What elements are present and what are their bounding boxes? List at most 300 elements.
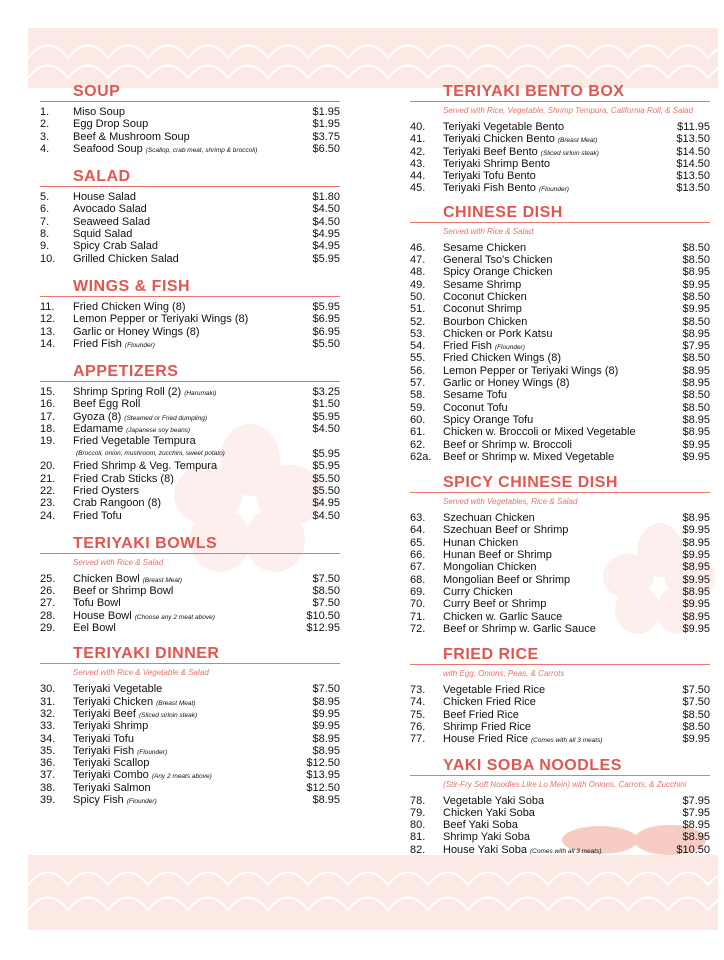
item-note: (Flounder) — [494, 344, 525, 352]
item-name: Hunan Chicken — [443, 536, 519, 549]
section-title: TERIYAKI DINNER — [40, 644, 340, 664]
item-name-wrap — [73, 497, 300, 509]
section-title: WINGS & FISH — [40, 277, 340, 297]
item-number: 46. — [410, 241, 426, 254]
item-note: (Japanese soy beans) — [126, 427, 191, 435]
item-number: 1. — [40, 106, 50, 118]
item-note: (Flounder) — [124, 341, 155, 349]
item-name: Chicken w. Garlic Sauce — [443, 610, 563, 623]
item-name: Teriyaki Combo — [73, 769, 149, 782]
item-number: 70. — [410, 598, 426, 611]
item-price: $5.95 — [312, 447, 340, 460]
item-name-wrap — [73, 485, 300, 497]
item-name: Spicy Orange Tofu — [443, 413, 534, 426]
section-title: TERIYAKI BOWLS — [40, 534, 340, 554]
item-name: Spicy Orange Chicken — [443, 266, 553, 279]
item-name: Szechuan Chicken — [443, 512, 535, 525]
item-price: $9.95 — [682, 622, 710, 635]
item-price: $1.95 — [312, 118, 340, 131]
item-name: Sesame Tofu — [443, 389, 508, 402]
menu-item — [410, 733, 710, 745]
item-number: 56. — [410, 364, 426, 377]
item-number: 3. — [40, 130, 50, 143]
item-price: $6.95 — [312, 313, 340, 326]
item-number: 33. — [40, 720, 56, 733]
item-name: Spicy Crab Salad — [73, 240, 158, 253]
item-price: $8.50 — [682, 401, 710, 414]
item-name-wrap — [443, 266, 670, 278]
menu-item — [40, 720, 340, 732]
item-name: Beef or Shrimp Bowl — [73, 585, 174, 598]
item-number: 45. — [410, 182, 426, 195]
item-name: Vegetable Fried Rice — [443, 684, 546, 697]
item-number: 27. — [40, 597, 56, 610]
menu-item — [40, 398, 340, 410]
menu-item — [410, 623, 710, 635]
item-number: 14. — [40, 337, 56, 350]
item-price: $8.95 — [682, 377, 710, 390]
menu-section — [410, 645, 710, 745]
item-name-wrap — [443, 611, 670, 623]
item-number: 76. — [410, 720, 426, 733]
item-number: 64. — [410, 524, 426, 537]
item-number: 69. — [410, 585, 426, 598]
item-price: $8.95 — [682, 561, 710, 574]
menu-item — [410, 340, 710, 352]
menu-item — [410, 242, 710, 254]
item-price: $8.50 — [682, 315, 710, 328]
item-number: 48. — [410, 266, 426, 279]
item-number: 66. — [410, 549, 426, 562]
item-number: 20. — [40, 460, 56, 473]
item-name-wrap — [73, 106, 300, 118]
item-number: 78. — [410, 794, 426, 807]
item-name-wrap — [443, 439, 670, 451]
item-name: Lemon Pepper or Teriyaki Wings (8) — [443, 364, 619, 377]
item-number: 28. — [40, 609, 56, 622]
item-name-wrap — [443, 451, 670, 463]
item-number: 8. — [40, 228, 50, 241]
menu-item — [40, 253, 340, 265]
item-note: (Flounder) — [538, 186, 569, 194]
item-name-wrap — [443, 402, 670, 414]
item-number: 11. — [40, 300, 55, 313]
item-price: $8.95 — [682, 831, 710, 844]
section-title: FRIED RICE — [410, 645, 710, 665]
item-name: Seaweed Salad — [73, 215, 151, 228]
item-name-wrap — [443, 170, 670, 182]
item-name: Egg Drop Soup — [73, 118, 149, 131]
item-price: $13.50 — [676, 170, 710, 183]
item-price: $1.50 — [312, 398, 340, 411]
item-number: 21. — [40, 472, 56, 485]
item-name: General Tso's Chicken — [443, 254, 553, 267]
menu-section — [410, 82, 710, 195]
menu-item — [410, 170, 710, 182]
item-price: $8.95 — [682, 327, 710, 340]
menu-item-list — [40, 683, 340, 806]
item-name: Curry Chicken — [443, 585, 513, 598]
item-note: (Flounder) — [126, 797, 157, 805]
menu-item — [410, 598, 710, 610]
item-name-wrap — [73, 733, 300, 745]
item-price: $8.95 — [682, 413, 710, 426]
menu-item — [40, 435, 340, 460]
item-price: $9.95 — [682, 573, 710, 586]
item-number: 40. — [410, 121, 426, 133]
menu-item — [40, 106, 340, 118]
menu-item — [40, 326, 340, 338]
item-note: (Comes with all 3 meats) — [530, 737, 603, 745]
item-name: Coconut Chicken — [443, 290, 527, 303]
item-name-wrap — [443, 158, 670, 170]
item-number: 19. — [40, 435, 56, 448]
item-price: $3.25 — [312, 386, 340, 399]
menu-item — [410, 279, 710, 291]
item-name: Teriyaki Chicken Bento — [443, 133, 555, 146]
item-number: 53. — [410, 327, 426, 340]
menu-item — [410, 254, 710, 266]
item-price: $8.95 — [312, 793, 340, 806]
item-number: 37. — [40, 769, 56, 782]
item-name-wrap — [443, 279, 670, 291]
item-name: Teriyaki Chicken — [73, 695, 154, 708]
item-number: 22. — [40, 484, 56, 497]
item-name-wrap — [73, 326, 300, 338]
item-number: 75. — [410, 708, 426, 721]
item-name-wrap — [443, 795, 670, 807]
menu-section — [40, 82, 340, 155]
item-name-wrap — [73, 794, 300, 808]
item-name: Beef or Shrimp w. Mixed Vegetable — [443, 450, 615, 463]
menu-item — [410, 561, 710, 573]
item-number: 17. — [40, 410, 56, 423]
item-name-wrap — [443, 709, 670, 721]
item-name-wrap — [73, 240, 300, 252]
item-name-wrap — [73, 253, 300, 265]
item-price: $4.50 — [312, 423, 340, 436]
item-name-wrap — [443, 512, 670, 524]
item-name: Beef & Mushroom Soup — [73, 130, 190, 143]
item-name: Teriyaki Fish Bento — [443, 182, 536, 195]
menu-item — [40, 757, 340, 769]
item-number: 57. — [410, 377, 426, 390]
menu-item — [40, 228, 340, 240]
item-number: 62. — [410, 438, 426, 451]
item-note: (Scallop, crab meat, shrimp & broccoli) — [145, 146, 258, 154]
menu-item — [410, 684, 710, 696]
section-title: APPETIZERS — [40, 362, 340, 382]
item-name: Spicy Fish — [73, 793, 124, 806]
menu-item — [40, 191, 340, 203]
menu-item — [40, 745, 340, 757]
item-name-wrap — [443, 537, 670, 549]
item-name-wrap — [73, 720, 300, 732]
item-name-wrap — [73, 585, 300, 597]
item-price: $4.50 — [312, 215, 340, 228]
item-name: Squid Salad — [73, 228, 133, 241]
menu-item — [410, 303, 710, 315]
item-number: 67. — [410, 561, 426, 574]
item-note: (Breast Meat) — [156, 699, 196, 707]
menu-item — [40, 597, 340, 609]
menu-item-list — [40, 301, 340, 350]
section-subtitle: Served with Vegetables, Rice & Salad — [443, 497, 578, 507]
item-name-wrap — [443, 303, 670, 315]
menu-item — [40, 301, 340, 313]
item-name: Mongolian Chicken — [443, 561, 537, 574]
item-name: Shrimp Fried Rice — [443, 720, 532, 733]
item-name: Hunan Beef or Shrimp — [443, 549, 552, 562]
item-price: $9.95 — [682, 733, 710, 746]
item-name: Fried Fish — [73, 337, 122, 350]
item-name: Avocado Salad — [73, 203, 147, 216]
item-price: $12.95 — [306, 622, 340, 635]
item-note: (Sliced sirloin steak) — [138, 711, 198, 719]
item-number: 15. — [40, 386, 56, 399]
menu-item — [40, 794, 340, 806]
item-name: House Bowl — [73, 609, 132, 622]
menu-item — [410, 291, 710, 303]
item-number: 62a. — [410, 450, 432, 463]
menu-item — [410, 795, 710, 807]
item-name: Fried Fish — [443, 340, 492, 353]
item-name-wrap — [73, 398, 300, 410]
item-name: House Yaki Soba — [443, 843, 527, 856]
item-name-wrap — [73, 510, 300, 522]
item-number: 30. — [40, 683, 56, 696]
menu-item — [40, 485, 340, 497]
item-number: 24. — [40, 509, 56, 522]
menu-item — [410, 537, 710, 549]
item-number: 18. — [40, 423, 56, 436]
item-name: Fried Vegetable Tempura — [73, 435, 196, 448]
item-name-wrap — [443, 121, 670, 133]
menu-item — [410, 831, 710, 843]
item-price: $8.50 — [682, 389, 710, 402]
item-price: $8.50 — [682, 708, 710, 721]
menu-item — [410, 721, 710, 733]
item-price: $5.95 — [312, 300, 340, 313]
item-number: 59. — [410, 401, 426, 414]
item-number: 36. — [40, 757, 56, 770]
menu-item — [410, 439, 710, 451]
item-name: Teriyaki Salmon — [73, 781, 151, 794]
item-note: (Harumaki) — [184, 390, 217, 398]
item-price: $6.95 — [312, 325, 340, 338]
item-name-wrap — [73, 683, 300, 695]
menu-item — [40, 423, 340, 435]
item-number: 73. — [410, 684, 426, 697]
item-name-wrap — [443, 549, 670, 561]
menu-item — [40, 411, 340, 423]
item-note: (Breast Meat) — [557, 137, 598, 145]
top-wave-band — [28, 28, 718, 88]
item-name: Miso Soup — [73, 106, 125, 118]
item-number: 80. — [410, 819, 426, 832]
menu-item — [40, 203, 340, 215]
item-name: Tofu Bowl — [73, 597, 121, 610]
item-price: $10.50 — [676, 843, 710, 856]
item-name: Teriyaki Fish — [73, 744, 135, 757]
menu-item — [40, 610, 340, 622]
item-name-wrap — [73, 473, 300, 485]
menu-item — [40, 497, 340, 509]
item-number: 50. — [410, 290, 426, 303]
menu-item — [410, 316, 710, 328]
item-name: Fried Shrimp & Veg. Tempura — [73, 460, 218, 473]
item-price: $12.50 — [306, 781, 340, 794]
item-number: 61. — [410, 426, 426, 439]
item-price: $8.95 — [682, 426, 710, 439]
item-price: $8.50 — [682, 290, 710, 303]
item-number: 68. — [410, 573, 426, 586]
item-price: $4.95 — [312, 240, 340, 253]
item-name-wrap — [73, 597, 300, 609]
item-price: $9.95 — [312, 707, 340, 720]
item-name-wrap — [443, 254, 670, 266]
item-name-wrap — [73, 216, 300, 228]
item-name: Teriyaki Vegetable — [73, 683, 163, 696]
item-name-wrap — [443, 574, 670, 586]
menu-item — [40, 338, 340, 350]
item-price: $9.95 — [682, 438, 710, 451]
item-name-wrap — [73, 143, 300, 157]
item-price: $4.95 — [312, 228, 340, 241]
menu-item-list — [410, 242, 710, 463]
item-number: 79. — [410, 806, 426, 819]
item-number: 55. — [410, 352, 426, 365]
item-name: Beef Egg Roll — [73, 398, 141, 411]
item-price: $7.50 — [682, 684, 710, 697]
menu-item — [410, 709, 710, 721]
item-name-wrap — [443, 561, 670, 573]
item-note: (Breast Meat) — [142, 576, 183, 584]
item-price: $13.50 — [676, 182, 710, 195]
menu-item — [410, 389, 710, 401]
item-number: 6. — [40, 203, 50, 216]
item-name: Garlic or Honey Wings (8) — [73, 325, 200, 338]
item-price: $10.50 — [306, 609, 340, 622]
item-number: 12. — [40, 313, 56, 326]
menu-item — [40, 696, 340, 708]
item-number: 25. — [40, 572, 56, 585]
item-number: 74. — [410, 696, 426, 709]
menu-section — [40, 534, 340, 634]
item-name: Curry Beef or Shrimp — [443, 598, 547, 611]
menu-item — [40, 769, 340, 781]
item-name-wrap — [443, 819, 670, 831]
item-price: $8.95 — [682, 266, 710, 279]
menu-item-list — [410, 795, 710, 856]
item-number: 9. — [40, 240, 50, 253]
menu-item-list — [410, 121, 710, 195]
item-number: 34. — [40, 732, 56, 745]
item-name-wrap — [443, 598, 670, 610]
item-number: 81. — [410, 831, 426, 844]
section-title: CHINESE DISH — [410, 203, 710, 223]
menu-item — [410, 574, 710, 586]
item-price: $5.50 — [312, 484, 340, 497]
item-number: 26. — [40, 585, 56, 598]
menu-item — [40, 622, 340, 634]
section-subtitle: Served with Rice & Salad — [73, 557, 164, 567]
menu-item — [410, 451, 710, 463]
item-price: $9.95 — [682, 303, 710, 316]
wave-pattern-top — [28, 28, 718, 88]
item-price: $5.95 — [312, 460, 340, 473]
item-price: $7.95 — [682, 340, 710, 353]
item-number: 43. — [410, 157, 426, 170]
item-price: $9.95 — [312, 720, 340, 733]
menu-item-list — [40, 106, 340, 155]
item-name: Eel Bowl — [73, 622, 116, 635]
item-name: Sesame Shrimp — [443, 278, 522, 291]
item-name: Fried Chicken Wings (8) — [443, 352, 561, 365]
item-name: Chicken w. Broccoli or Mixed Vegetable — [443, 426, 636, 439]
item-name: Sesame Chicken — [443, 241, 527, 254]
item-price: $4.95 — [312, 497, 340, 510]
item-name: Teriyaki Tofu Bento — [443, 170, 536, 183]
item-note: (Steamed or Fried dumpling) — [124, 414, 208, 422]
item-number: 63. — [410, 512, 426, 525]
item-number: 2. — [40, 118, 50, 131]
section-subtitle: Served with Rice & Vegetable & Salad — [73, 668, 209, 678]
bottom-wave-band — [28, 855, 718, 930]
item-price: $7.95 — [682, 794, 710, 807]
item-number: 52. — [410, 315, 426, 328]
item-name-wrap — [73, 203, 300, 215]
menu-item — [410, 512, 710, 524]
menu-item — [410, 819, 710, 831]
menu-item — [410, 696, 710, 708]
item-number: 39. — [40, 793, 56, 806]
item-price: $8.95 — [682, 610, 710, 623]
item-name-wrap — [73, 622, 300, 634]
item-price: $7.50 — [312, 597, 340, 610]
item-name-wrap — [443, 831, 670, 843]
item-name: Teriyaki Tofu — [73, 732, 134, 745]
section-title: YAKI SOBA NOODLES — [410, 756, 710, 776]
item-number: 7. — [40, 215, 50, 228]
item-number: 16. — [40, 398, 56, 411]
item-price: $7.50 — [682, 696, 710, 709]
item-number: 42. — [410, 145, 426, 158]
item-number: 31. — [40, 695, 56, 708]
item-price: $9.95 — [682, 598, 710, 611]
section-subtitle: Served with Rice, Vegetable, Shrimp Tempura, California Roll, & Salad — [443, 106, 694, 115]
item-note: (Choose any 2 meat above) — [134, 613, 215, 621]
item-price: $11.95 — [677, 121, 710, 133]
item-name-wrap — [73, 782, 300, 794]
item-price: $8.95 — [682, 536, 710, 549]
item-name: Bourbon Chicken — [443, 315, 528, 328]
item-price: $8.95 — [682, 512, 710, 525]
item-name-wrap — [73, 131, 300, 143]
item-name-wrap — [443, 844, 670, 858]
item-number: 23. — [40, 497, 56, 510]
item-name: Vegetable Yaki Soba — [443, 794, 545, 807]
item-name-wrap — [73, 460, 300, 472]
item-name: Teriyaki Vegetable Bento — [443, 121, 565, 133]
menu-section — [410, 473, 710, 635]
item-name: Crab Rangoon (8) — [73, 497, 162, 510]
item-price: $9.95 — [682, 549, 710, 562]
item-name-wrap — [443, 389, 670, 401]
item-name: Beef or Shrimp w. Garlic Sauce — [443, 622, 596, 635]
section-title: SOUP — [40, 82, 340, 102]
item-name: Chicken or Pork Katsu — [443, 327, 553, 340]
